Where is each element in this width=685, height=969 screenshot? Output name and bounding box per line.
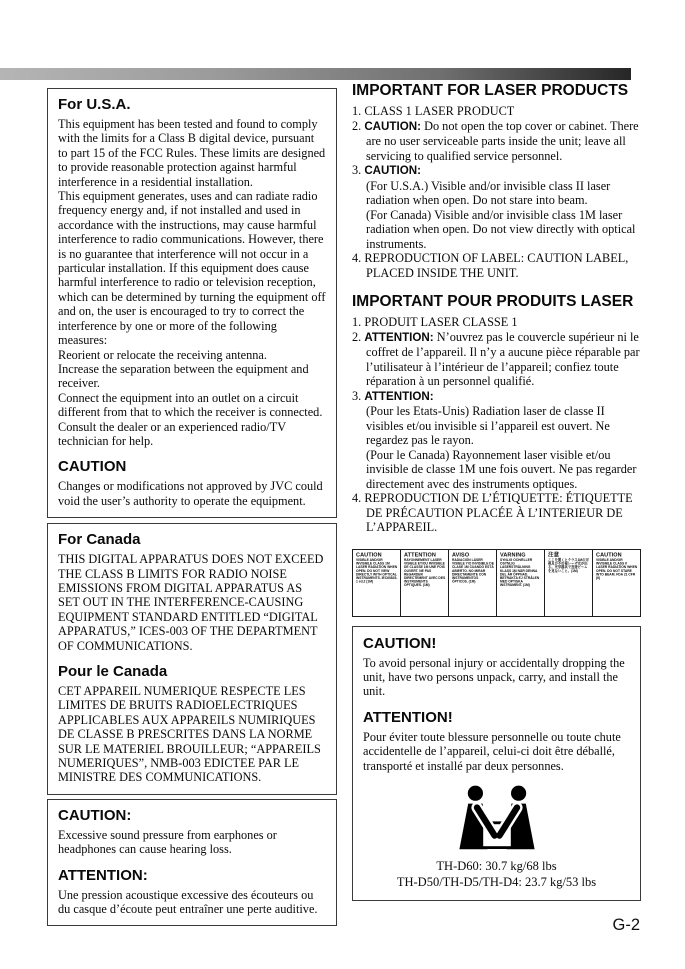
usa-paragraph: This equipment generates, uses and can radiate radio frequency energy and, if not installed and used in accordance with the instructions, may cause harmful interference to radio communications. However, there is no guarantee that interference will not occur in a particular installation. If this equipment does cause harmful interference to radio or television reception, which can be determined by turning the equipment off and on, the user is encouraged to try to correct the interference by one or more of the following measures: [58, 189, 326, 348]
laser-en-item-4: 4. REPRODUCTION OF LABEL: CAUTION LABEL, PLACED INSIDE THE UNIT. [352, 251, 629, 280]
usa-paragraph: This equipment has been tested and found to comply with the limits for a Class B digital device, pursuant to part 15 of the FCC Rules. These limits are designed to provide reasonable protection against harmful interference in a residential installation. [58, 117, 326, 189]
usa-paragraph: Consult the dealer or an experienced radio/TV technician for help. [58, 419, 286, 448]
canada-title-fr: Pour le Canada [58, 663, 168, 680]
list-number: 3. [352, 388, 362, 403]
label-header: 注意 [548, 551, 560, 558]
caution-label-strip [352, 549, 641, 617]
label-header: VARNING [500, 551, 526, 558]
weight-line: TH-D60: 30.7 kg/68 lbs [436, 859, 557, 874]
laser-en-item-2: 2. CAUTION: Do not open the top cover or cabinet. There are no user serviceable parts inside the unit; leave all servicing to qualified service personnel. [352, 118, 639, 163]
laser-en-item-1: 1. CLASS 1 LASER PRODUCT [352, 104, 515, 118]
carry-attention-title: ATTENTION! [363, 708, 453, 726]
list-number: 4. [352, 251, 362, 265]
label-column-attention-fr [401, 550, 449, 616]
laser-fr-item-4: 4. REPRODUCTION DE L’ÉTIQUETTE: ÉTIQUETTE DE PRÉCAUTION PLACÉE À L’INTERIEUR DE L’APPAREIL. [352, 491, 633, 534]
usa-title: For U.S.A. [58, 96, 131, 113]
laser-fr-item-1: 1. PRODUIT LASER CLASSE 1 [352, 315, 518, 329]
usa-paragraph: Connect the equipment into an outlet on a circuit different from that to which the receiver is connected. [58, 390, 323, 420]
label-body: SYNLIG OCH/ELLER OSYNLIG LASERSTRÅLNING KLASS 1M NÄR DENNA DEL ÄR ÖPPNAD. BETRAKTA EJ STRÅLEN MED OPTISKA INSTRUMENT. (1M) [500, 558, 540, 587]
caution-lead: CAUTION: [364, 119, 421, 133]
list-number: 4. [352, 491, 362, 505]
label-header: ATTENTION [404, 551, 436, 558]
usa-paragraph: Increase the separation between the equipment and receiver. [58, 361, 309, 391]
laser-fr-item-3-line: (Pour le Canada) Rayonnement laser visible et/ou invisible de classe 1M une fois ouvert. Ne pas regarder directement avec des instruments optiques. [366, 447, 637, 491]
list-number: 1. [352, 104, 362, 118]
label-header: CAUTION [596, 551, 622, 558]
laser-fr-item-3 [352, 389, 641, 492]
laser-fr-item-3-line: (Pour les Etats-Unis) Radiation laser de classe II visibles et/ou invisible si l’appareil est ouvert. Ne regardez pas le rayon. [366, 404, 610, 447]
carry-caution-text: To avoid personal injury or accidentally dropping the unit, have two persons unpack, carry, and install the unit. [363, 655, 625, 699]
carry-box [352, 626, 641, 902]
laser-en-item-3-line: (For Canada) Visible and/or invisible class 1M laser radiation when open. Do not view directly with optical instruments. [366, 207, 636, 251]
label-body: ここを開くとクラス1Mの可視及び不可視レーザ光が出る。光学器具で直接ビームを見ないこと。(1M) [548, 558, 589, 573]
laser-en-title: IMPORTANT FOR LASER PRODUCTS [352, 82, 629, 99]
label-header: AVISO [452, 551, 470, 558]
weight-line: TH-D50/TH-D5/TH-D4: 23.7 kg/53 lbs [396, 875, 597, 890]
label-column-caution-fda [593, 550, 640, 616]
canada-text-en: THIS DIGITAL APPARATUS DOES NOT EXCEED THE CLASS B LIMITS FOR RADIO NOISE EMISSIONS FROM DIGITAL APPARATUS AS SET OUT IN THE INTERFERENCE-CAUSING EQUIPMENT STANDARD ENTITLED “DIGITAL APPARATUS,” ICES-003 OF THE DEPARTMENT OF COMMUNICATIONS. [58, 552, 324, 653]
canada-title-en: For Canada [58, 531, 141, 549]
label-column-varning-sv [497, 550, 545, 616]
usa-caution-text: Changes or modifications not approved by JVC could void the user’s authority to operate the equipment. [58, 479, 323, 508]
list-number: 2. [352, 118, 362, 133]
usa-box [47, 88, 337, 518]
usa-paragraph: Reorient or relocate the receiving antenna. [58, 347, 267, 362]
attention-lead: ATTENTION: [364, 330, 434, 344]
hearing-attention-title: ATTENTION: [58, 866, 148, 884]
page-number: G-2 [612, 916, 640, 934]
label-body: RAYONNEMENT LASER VISIBLE ET/OU INVISIBLE DE CLASSE 1M UNE FOIS OUVERT. NE PAS REGARDER DIRECTEMENT AVEC DES INSTRUMENTS OPTIQUES. (1M) [404, 558, 446, 587]
label-body: VISIBLE AND/OR INVISIBLE CLASS 1M LASER RADIATION WHEN OPEN. DO NOT VIEW DIRECTLY WITH OPTICAL INSTRUMENTS. IEC60825-1 ed.2 (1M) [356, 558, 398, 584]
caution-lead: CAUTION: [364, 164, 421, 177]
label-body: VISIBLE AND/OR INVISIBLE CLASS II LASER RADIATION WHEN OPEN. DO NOT STARE INTO BEAM. FDA 21 CFR (II) [596, 558, 638, 580]
label-body: RADIACIÓN LÁSER VISIBLE Y/O INVISIBLE DE CLASE 1M CUANDO ESTÁ ABIERTO. NO MIRAR DIRECTAMENTE CON INSTRUMENTOS ÓPTICOS. (1M) [452, 558, 494, 584]
laser-en-item-3-line: (For U.S.A.) Visible and/or invisible class II laser radiation when open. Do not stare into beam. [366, 178, 611, 207]
carry-caution-title: CAUTION! [363, 634, 437, 652]
hearing-attention-text: Une pression acoustique excessive des écouteurs ou du casque d’écoute peut entraîner une perte auditive. [58, 887, 318, 917]
carry-icon-wrap [363, 785, 630, 855]
two-person-carry-icon [449, 785, 545, 851]
list-number: 1. [352, 315, 362, 329]
label-header: CAUTION [356, 551, 382, 558]
canada-text-fr: CET APPAREIL NUMERIQUE RESPECTE LES LIMITES DE BRUITS RADIOELECTRIQUES APPLICABLES AUX APPAREILS NUMIRIQUES DE CLASSE B PRESCRITES DANS LA NORME SUR LE MATERIEL BROUILLEUR; “APPAREILS NUMERIQUES”, NMB-003 EDICTEE PAR LE MINISTRE DES COMMUNICATIONS. [58, 684, 321, 785]
label-column-aviso-es [449, 550, 497, 616]
usa-caution-title: CAUTION [58, 458, 127, 476]
header-gradient-bar [0, 68, 631, 80]
hearing-box [47, 799, 337, 927]
list-number: 3. [352, 163, 362, 177]
laser-en-item-3 [352, 163, 641, 251]
hearing-caution-title: CAUTION: [58, 806, 132, 824]
hearing-caution-text: Excessive sound pressure from earphones or headphones can cause hearing loss. [58, 827, 277, 857]
left-column [47, 88, 337, 926]
label-column-chui-ja [545, 550, 593, 616]
unit-weights [363, 858, 630, 890]
right-column [352, 82, 641, 901]
canada-box [47, 523, 337, 795]
label-column-caution-en [353, 550, 401, 616]
attention-lead: ATTENTION: [364, 389, 434, 403]
laser-fr-item-2: 2. ATTENTION: N’ouvrez pas le couvercle supérieur ni le coffret de l’appareil. Il n’y a aucune pièce réparable par l’utilisateur à l’intérieur de l’appareil; confiez toute réparation à un personnel qualifié. [352, 329, 640, 388]
list-number: 2. [352, 329, 362, 344]
carry-attention-text: Pour éviter toute blessure personnelle ou toute chute accidentelle de l’appareil, celui-ci doit être déballé, transporté et installé par deux personnes. [363, 729, 621, 773]
laser-fr-title: IMPORTANT POUR PRODUITS LASER [352, 293, 634, 310]
